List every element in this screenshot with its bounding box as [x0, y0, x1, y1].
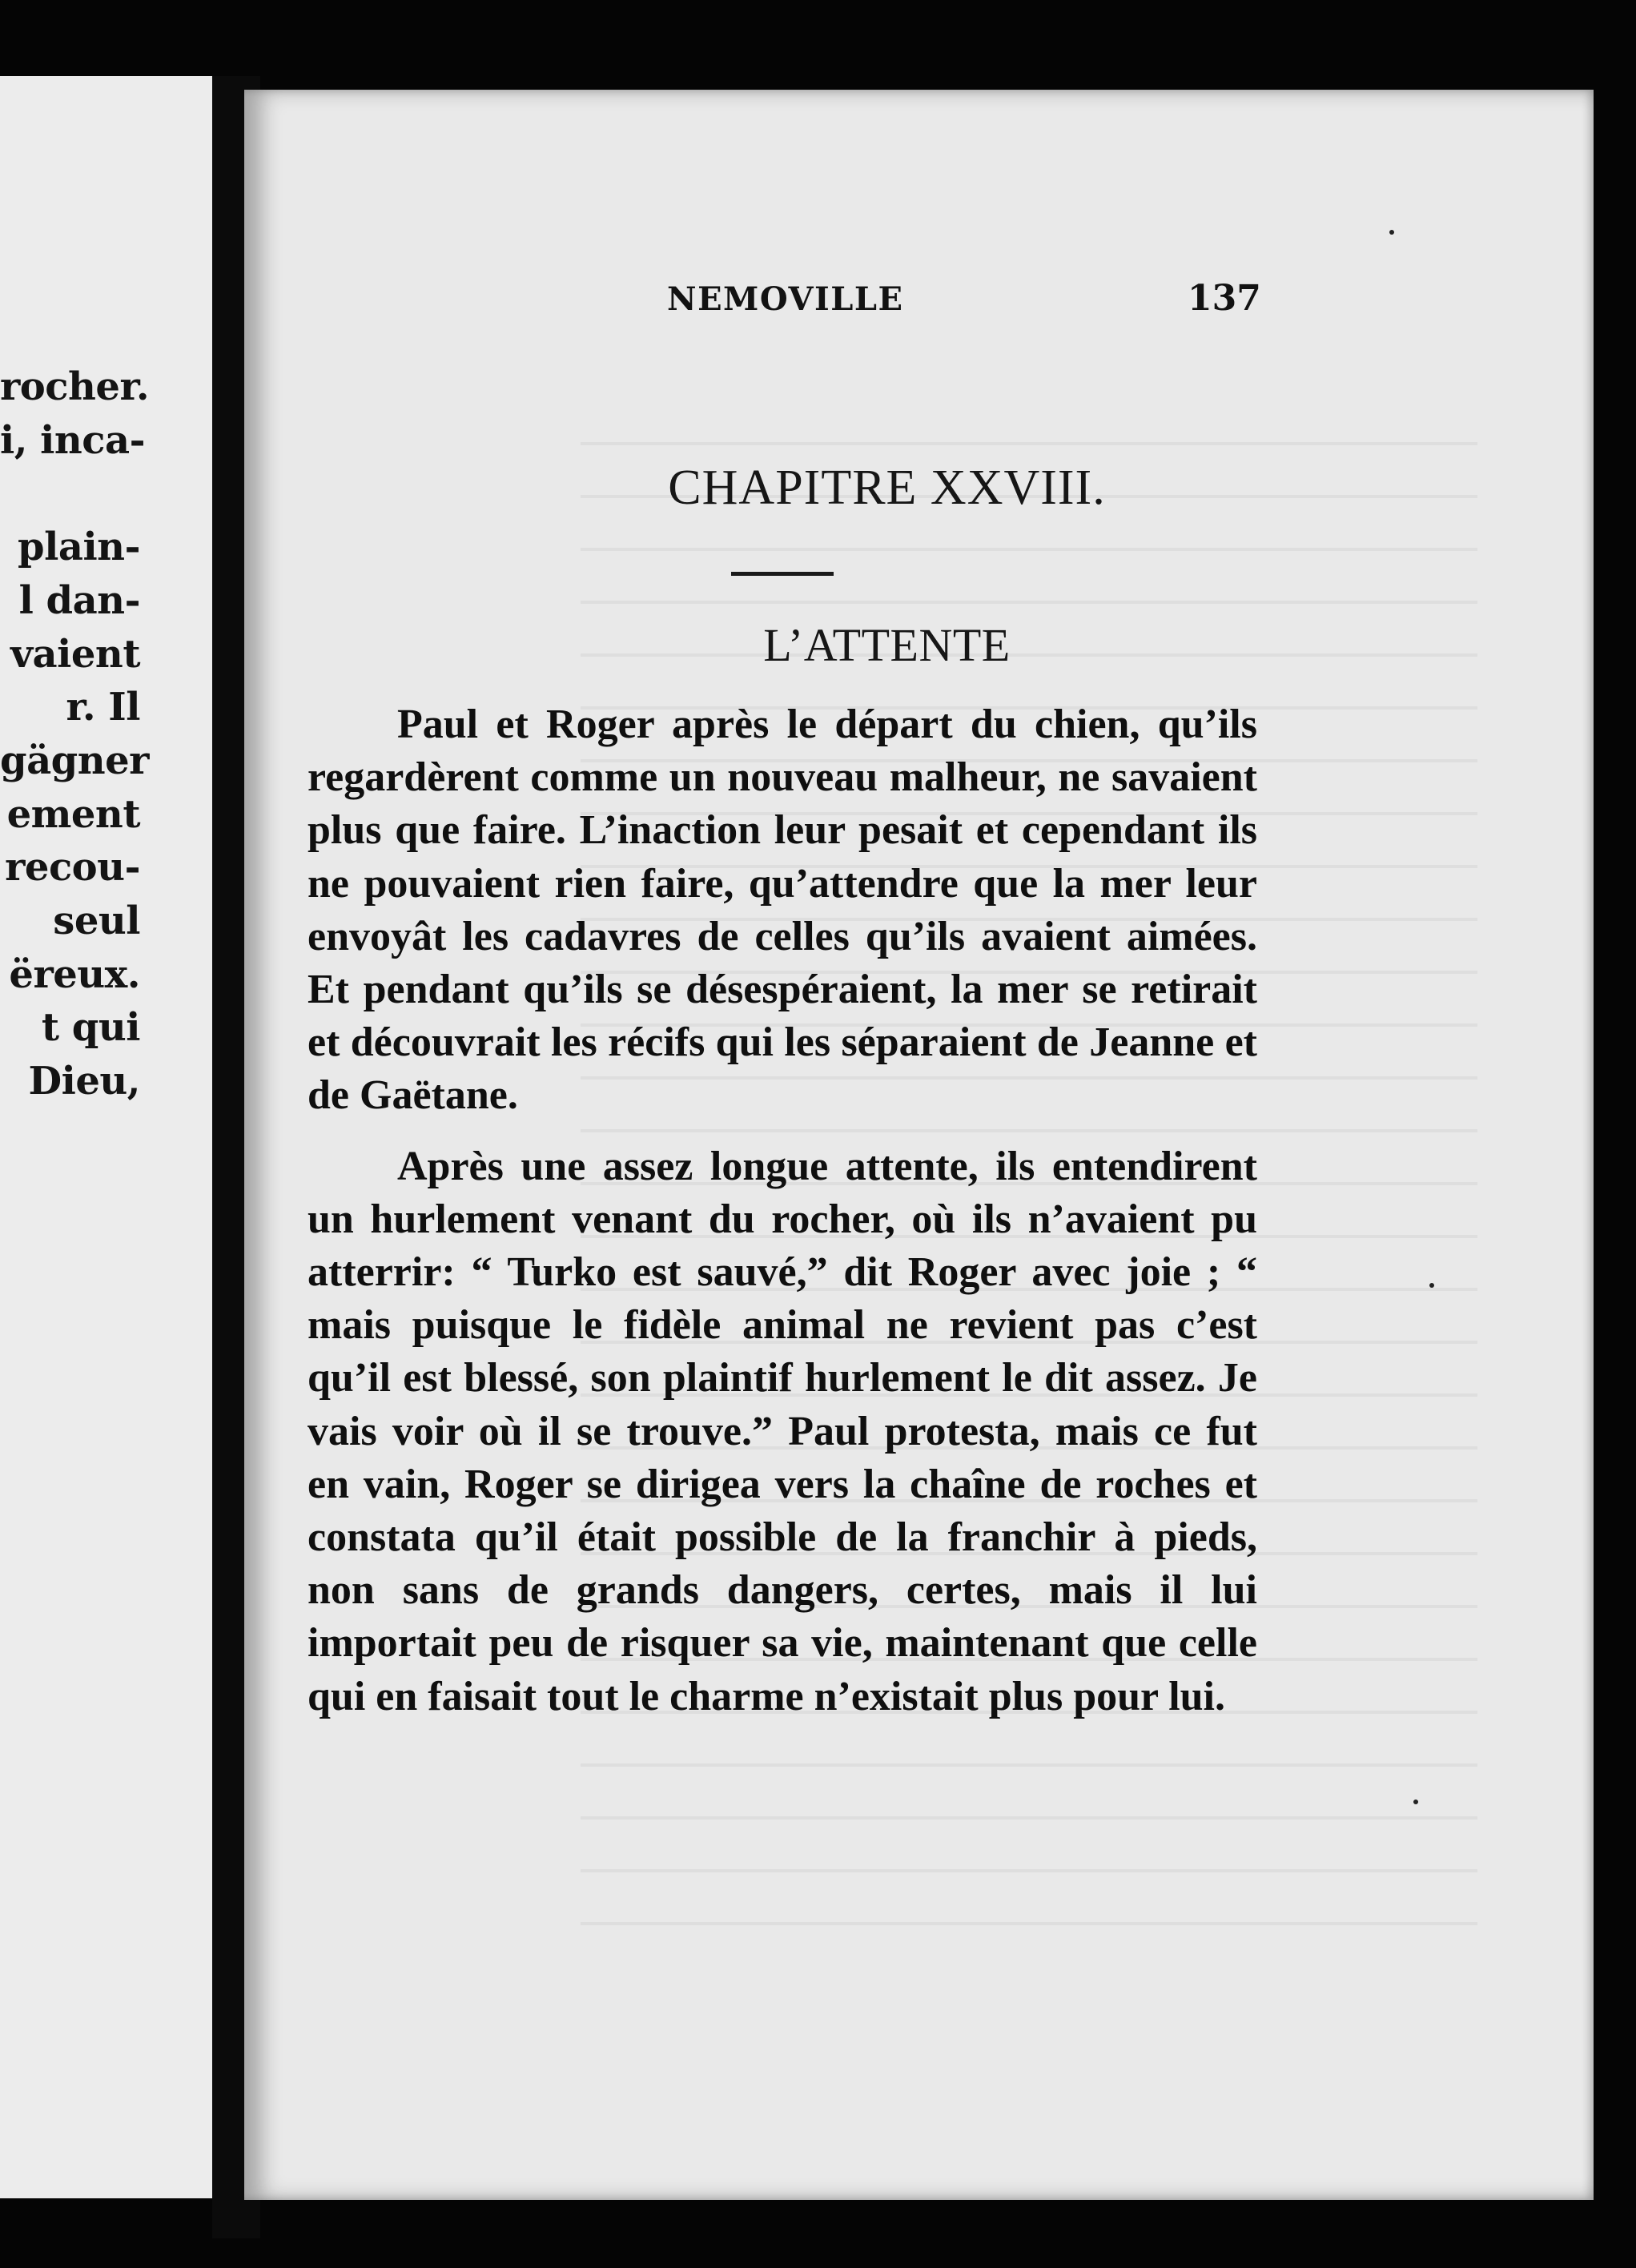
- scan-speck: [1389, 230, 1394, 235]
- current-page: [244, 90, 1594, 2200]
- previous-page-line: r. Il: [66, 685, 140, 730]
- previous-page-line: seul: [53, 899, 140, 944]
- previous-page-text: [0, 360, 150, 1108]
- running-title: NEMOVILLE: [667, 280, 904, 318]
- previous-page-line: ëreux.: [9, 951, 140, 997]
- previous-page-line: [0, 467, 140, 521]
- scan-speck: [1429, 1283, 1434, 1288]
- previous-page-line: ement: [6, 791, 140, 837]
- previous-page-fragment: [0, 76, 215, 2198]
- previous-page-line: i, inca-: [0, 417, 146, 463]
- paragraph: Paul et Roger après le départ du chien, qu’ils regardèrent comme un nouveau malheur, ne savaient plus que faire. L’inaction leur pesait et cependant ils ne pouvaient rien faire, qu’attendre que la mer leur envoyât les cadavres de celles qu’ils avaient aimées. Et pendant qu’ils se désespéraient, la mer se retirait et découvrait les récifs qui les séparaient de Jeanne et de Gaëtane.: [308, 702, 1257, 1119]
- running-head: [244, 280, 1594, 328]
- chapter-title: CHAPITRE XXVIII.: [668, 460, 1106, 515]
- section-title: L’ATTENTE: [763, 619, 1011, 671]
- scan-speck: [1413, 1800, 1418, 1804]
- page-number: 137: [1188, 278, 1261, 319]
- previous-page-line: recou-: [5, 845, 140, 891]
- previous-page-line: plain-: [18, 525, 140, 570]
- paragraph: Après une assez longue attente, ils entendirent un hurlement venant du rocher, où ils n’avaient pu atterrir: “ Turko est sauvé,” dit Roger avec joie ; “ mais puisque le fidèle animal ne revient pas c’est qu’il est blessé, son plaintif hurlement le dit assez. Je vais voir où il se trouve.” Paul protesta, mais ce fut en vain, Roger se dirigea vers la chaîne de roches et constata qu’il était possible de la franchir à pieds, non sans de grands dangers, certes, mais il lui importait peu de risquer sa vie, maintenant que celle qui en faisait tout le charme n’existait plus pour lui.: [308, 1143, 1257, 1719]
- previous-page-line: t qui: [41, 1005, 140, 1051]
- previous-page-line: gägner: [0, 738, 149, 783]
- previous-page-line: vaient: [10, 631, 140, 677]
- previous-page-line: l dan-: [18, 577, 140, 623]
- body-text: [308, 698, 1257, 1723]
- chapter-divider-rule: [731, 572, 834, 576]
- previous-page-line: rocher.: [0, 364, 150, 409]
- previous-page-line: Dieu,: [28, 1059, 140, 1104]
